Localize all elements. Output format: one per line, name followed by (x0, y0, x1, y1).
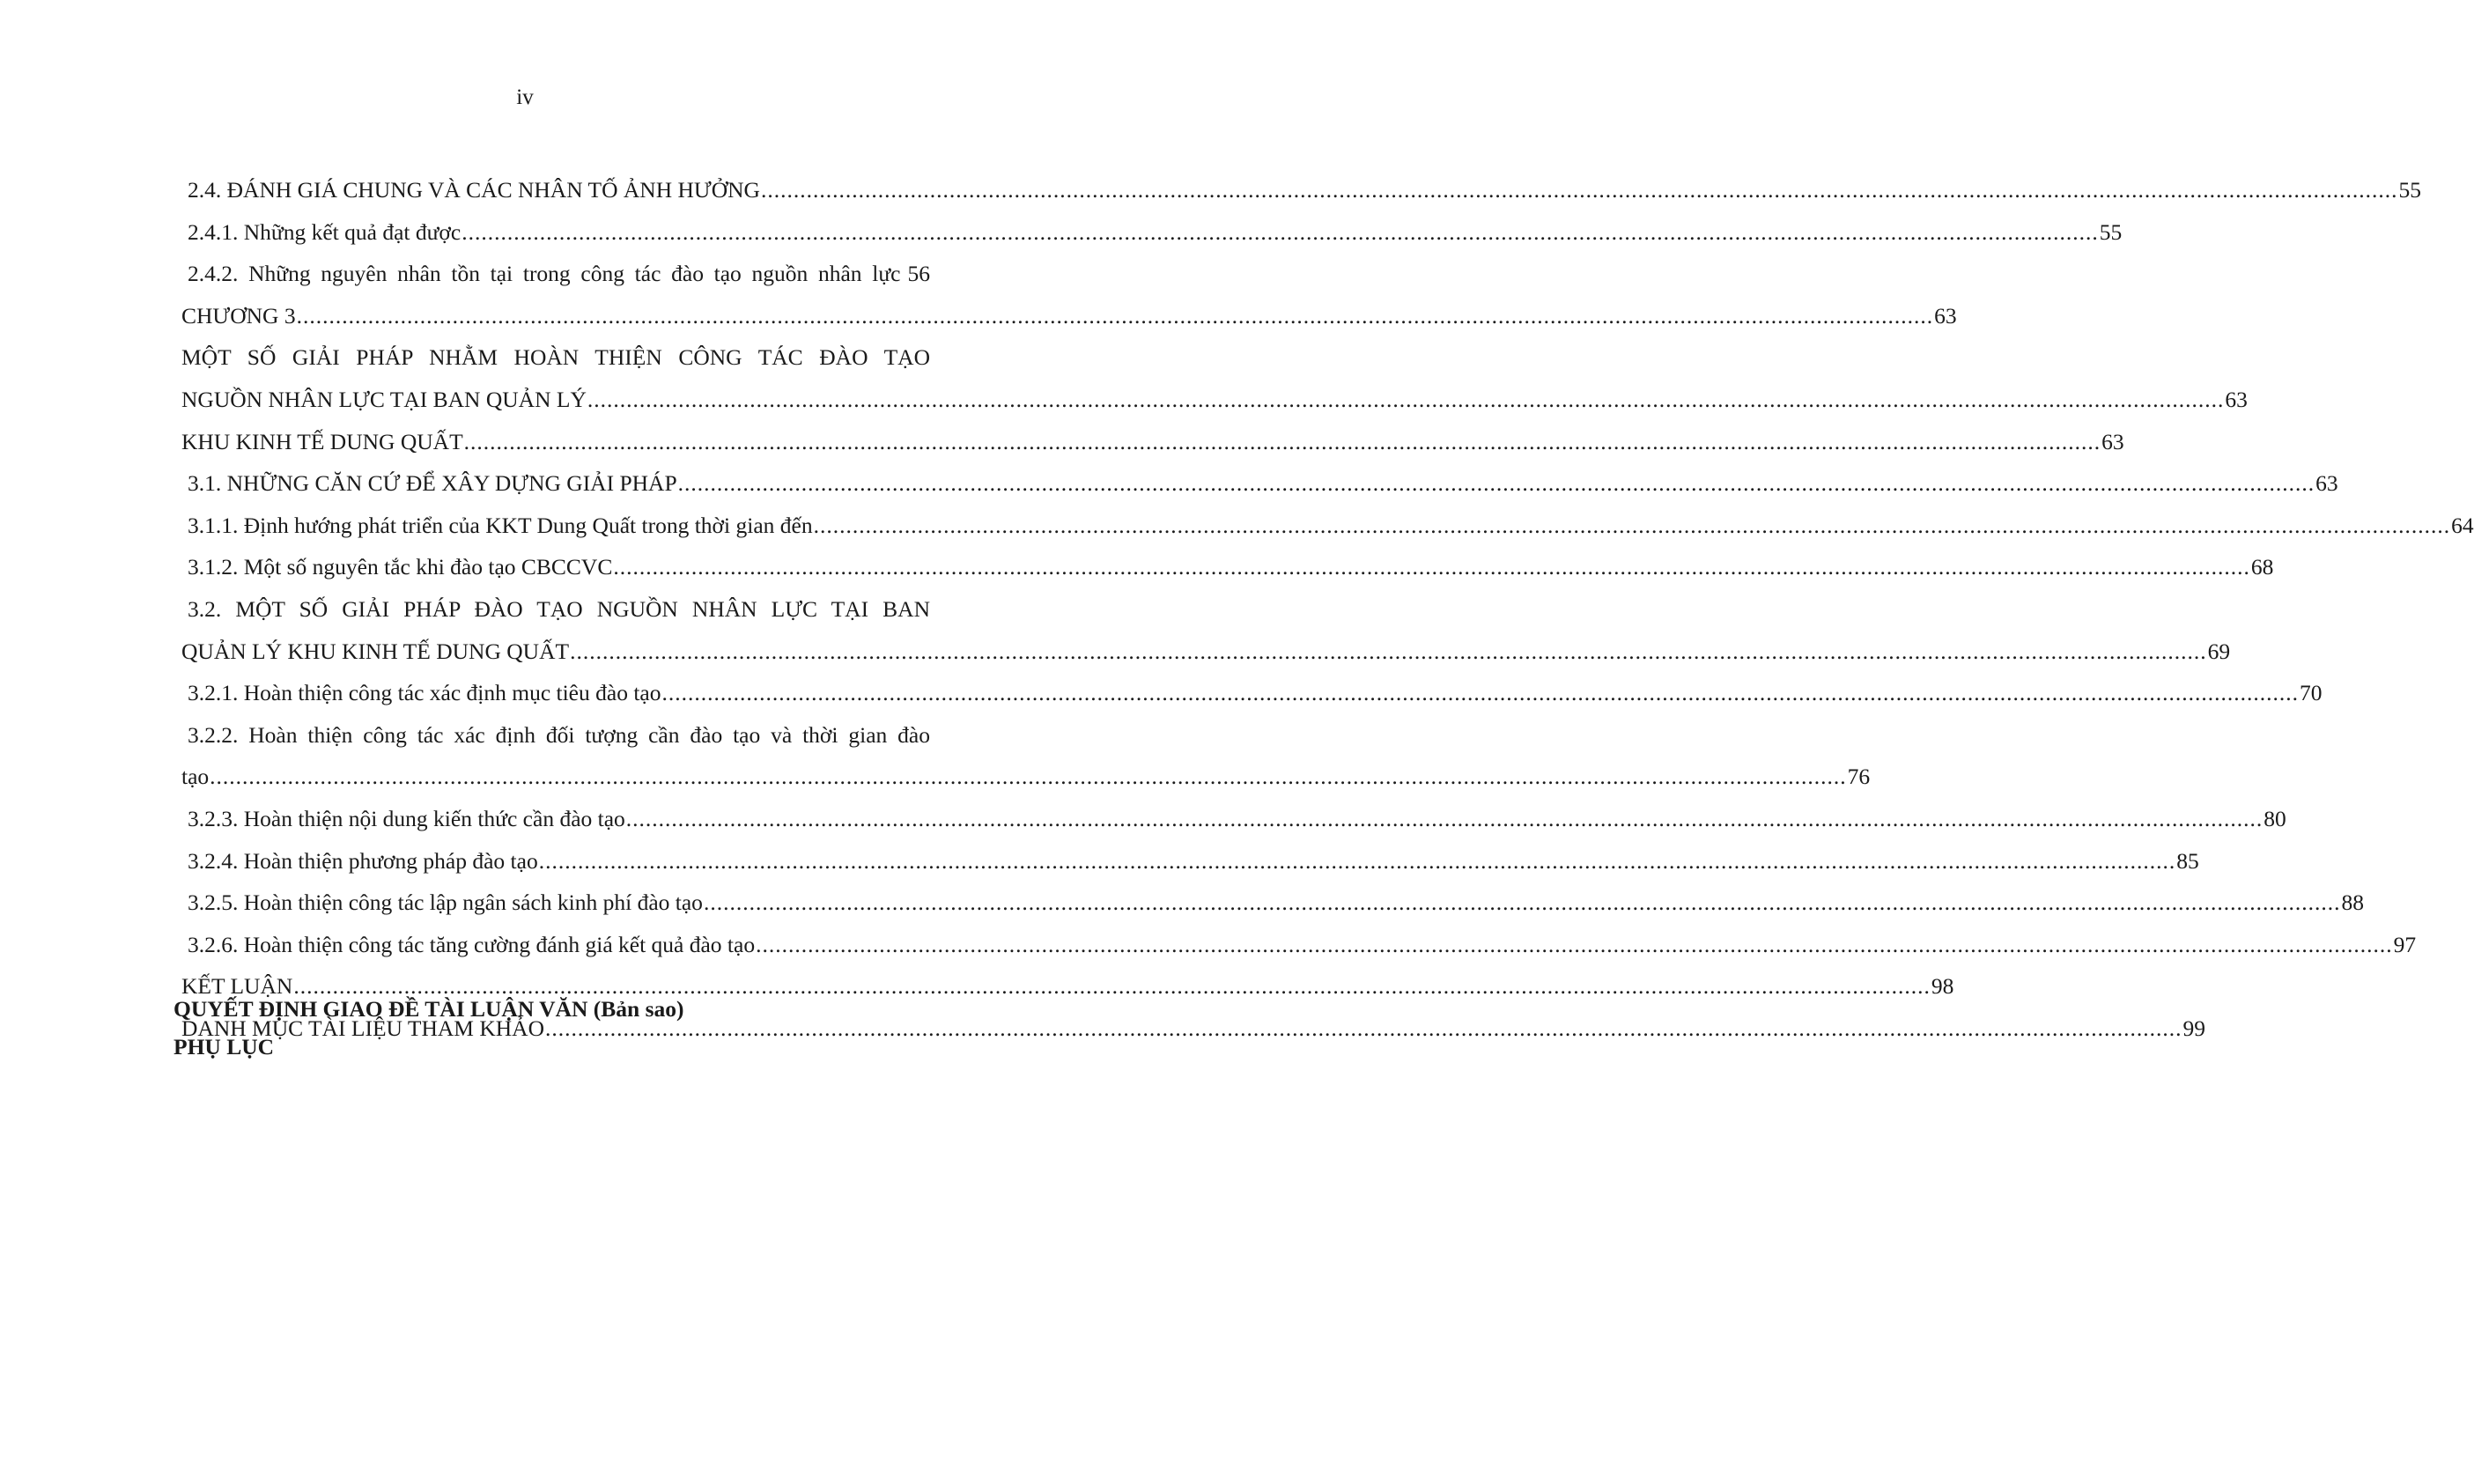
toc-entry-page: 70 (2299, 680, 2323, 706)
toc-entry-page: 68 (2250, 554, 2274, 580)
toc-leader-dots (569, 631, 2208, 673)
toc-entry-title: 3.2. MỘT SỐ GIẢI PHÁP ĐÀO TẠO NGUỒN NHÂN LỰC TẠI BAN (188, 595, 930, 622)
toc-leader-dots (625, 798, 2264, 840)
toc-entry-title: KẾT LUẬN (181, 973, 293, 1000)
toc-leader-dots (677, 462, 2316, 505)
toc-leader-dots (661, 672, 2300, 714)
toc-entry-page: 63 (1934, 302, 1957, 329)
toc-leader-dots (463, 421, 2102, 463)
toc-entry-title: 3.2.1. Hoàn thiện công tác xác định mục tiêu đào tạo (188, 680, 661, 706)
toc-entry[interactable] (181, 211, 2123, 254)
toc-leader-dots (760, 169, 2399, 211)
toc-leader-dots (612, 546, 2251, 588)
toc-entry-title: 2.4. ĐÁNH GIÁ CHUNG VÀ CÁC NHÂN TỐ ẢNH HƯỞNG (188, 177, 760, 203)
toc-entry-title: 3.1.1. Định hướng phát triển của KKT Dung Quất trong thời gian đến (188, 512, 813, 538)
toc-leader-dots (461, 211, 2100, 254)
toc-entry-title: 2.4.2. Những nguyên nhân tồn tại trong công tác đào tạo nguồn nhân lực (188, 261, 901, 287)
toc-entry-title: 3.2.5. Hoàn thiện công tác lập ngân sách kinh phí đào tạo (188, 890, 703, 916)
toc-entry[interactable] (181, 169, 2421, 211)
toc-entry-page: 88 (2341, 890, 2364, 916)
toc-entry-title: MỘT SỐ GIẢI PHÁP NHẰM HOÀN THIỆN CÔNG TÁC ĐÀO TẠO (181, 344, 930, 371)
toc-entry-title: KHU KINH TẾ DUNG QUẤT (181, 428, 463, 454)
toc-leader-dots (755, 924, 2394, 966)
toc-entry[interactable] (181, 631, 2231, 673)
toc-entry-title: QUẢN LÝ KHU KINH TẾ DUNG QUẤT (181, 638, 570, 664)
toc-entry[interactable] (181, 714, 930, 757)
toc-entry-page: 97 (2393, 931, 2417, 957)
toc-entry[interactable] (181, 505, 2474, 547)
toc-entry[interactable] (181, 462, 2338, 505)
toc-leader-dots (209, 756, 1848, 798)
toc-entry[interactable] (181, 882, 2364, 924)
toc-entry[interactable] (181, 672, 2323, 714)
toc-entry[interactable] (181, 253, 930, 295)
toc-entry[interactable] (181, 379, 2248, 421)
toc-entry[interactable] (181, 840, 2199, 882)
toc-entry[interactable] (181, 336, 930, 379)
toc-entry-page: 63 (2315, 470, 2338, 497)
toc-entry-page: 55 (2099, 218, 2123, 245)
toc-entry-title: DANH MỤC TÀI LIỆU THAM KHẢO (181, 1015, 544, 1041)
toc-entry-page: 99 (2182, 1015, 2205, 1041)
toc-entry[interactable] (181, 295, 1957, 337)
toc-entry-title: tạo (181, 764, 210, 790)
toc-entry-title: 2.4.1. Những kết quả đạt được (188, 218, 462, 245)
toc-entry[interactable] (181, 588, 930, 631)
toc-leader-dots (538, 840, 2177, 882)
toc-entry-page: 63 (2225, 386, 2248, 412)
toc-entry-title: CHƯƠNG 3 (181, 302, 296, 329)
toc-leader-dots (703, 882, 2342, 924)
toc-entry-title: 3.2.4. Hoàn thiện phương pháp đào tạo (188, 847, 538, 874)
toc-entry-title: 3.1.2. Một số nguyên tắc khi đào tạo CBCCVC (188, 554, 613, 580)
toc-leader-dots (813, 505, 2452, 547)
page-number: iv (516, 85, 534, 109)
toc-entry[interactable] (181, 924, 2417, 966)
toc-entry[interactable] (181, 756, 1871, 798)
toc-entry-page: 56 (907, 261, 930, 287)
toc-leader-dots (296, 295, 1935, 337)
toc-entry-title: 3.2.3. Hoàn thiện nội dung kiến thức cần đào tạo (188, 805, 625, 831)
toc-entry-page: 76 (1847, 764, 1871, 790)
toc-entry-title: 3.1. NHỮNG CĂN CỨ ĐỂ XÂY DỰNG GIẢI PHÁP (188, 470, 677, 497)
toc-entry-page: 63 (2101, 428, 2124, 454)
toc-entry-page: 98 (1931, 973, 1954, 1000)
toc-entry-page: 80 (2264, 805, 2286, 831)
toc-entry-page: 85 (2176, 847, 2199, 874)
toc-entry[interactable] (181, 798, 2286, 840)
toc-entry[interactable] (181, 421, 2124, 463)
toc-entry-title: 3.2.6. Hoàn thiện công tác tăng cường đánh giá kết quả đào tạo (188, 931, 756, 957)
appendix-annex-heading: PHỤ LỤC (174, 1034, 275, 1059)
toc-leader-dots (587, 379, 2226, 421)
toc-entry-title: NGUỒN NHÂN LỰC TẠI BAN QUẢN LÝ (181, 386, 587, 412)
toc-entry-page: 64 (2451, 512, 2474, 538)
toc-entry-page: 69 (2207, 638, 2231, 664)
toc-entry-title: 3.2.2. Hoàn thiện công tác xác định đối tượng cần đào tạo và thời gian đào (188, 721, 930, 748)
toc-entry-page: 55 (2398, 177, 2421, 203)
appendix-decision-heading: QUYẾT ĐỊNH GIAO ĐỀ TÀI LUẬN VĂN (Bản sao) (174, 996, 684, 1022)
table-of-contents (181, 169, 2474, 1049)
toc-entry[interactable] (181, 546, 2274, 588)
